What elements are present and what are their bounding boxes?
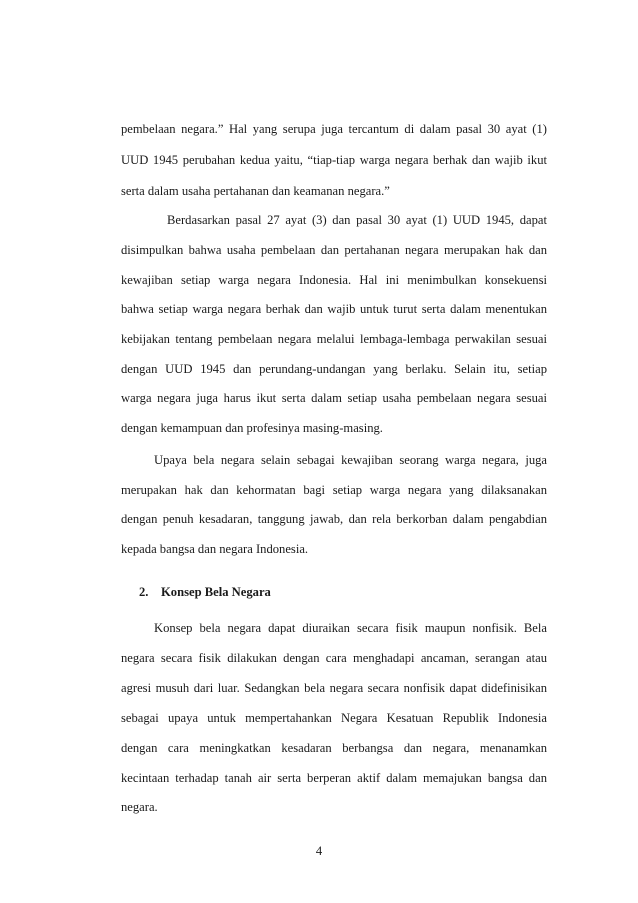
text-line: dengan kemampuan dan profesinya masing-masing. (121, 421, 383, 435)
text-line: agresi musuh dari luar. Sedangkan bela negara secara nonfisik dapat didefinisikan (121, 681, 547, 695)
text-line: negara. (121, 800, 158, 814)
text-line: kebijakan tentang pembelaan negara melalui lembaga-lembaga perwakilan sesuai (121, 332, 547, 346)
text-line: warga negara juga harus ikut serta dalam setiap usaha pembelaan negara sesuai (121, 391, 547, 405)
text-line: kecintaan terhadap tanah air serta berperan aktif dalam memajukan bangsa dan (121, 771, 547, 785)
text-line: dengan penuh kesadaran, tanggung jawab, dan rela berkorban dalam pengabdian (121, 512, 547, 526)
text-line: dengan cara meningkatkan kesadaran berbangsa dan negara, menanamkan (121, 741, 547, 755)
text-line: UUD 1945 perubahan kedua yaitu, “tiap-tiap warga negara berhak dan wajib ikut (121, 153, 547, 167)
text-line: disimpulkan bahwa usaha pembelaan dan pertahanan negara merupakan hak dan (121, 243, 547, 257)
text-line: kewajiban setiap warga negara Indonesia. Hal ini menimbulkan konsekuensi (121, 273, 547, 287)
text-line: Berdasarkan pasal 27 ayat (3) dan pasal 30 ayat (1) UUD 1945, dapat (167, 213, 547, 227)
text-line: pembelaan negara.” Hal yang serupa juga tercantum di dalam pasal 30 ayat (1) (121, 122, 547, 136)
text-line: serta dalam usaha pertahanan dan keamanan negara.” (121, 184, 390, 198)
text-line: sebagai upaya untuk mempertahankan Negara Kesatuan Republik Indonesia (121, 711, 547, 725)
section-title: Konsep Bela Negara (161, 585, 271, 599)
text-line: bahwa setiap warga negara berhak dan wajib untuk turut serta dalam menentukan (121, 302, 547, 316)
text-line: negara secara fisik dilakukan dengan cara menghadapi ancaman, serangan atau (121, 651, 547, 665)
section-heading (139, 584, 271, 600)
section-number: 2. (139, 585, 149, 599)
text-line: Konsep bela negara dapat diuraikan secara fisik maupun nonfisik. Bela (154, 621, 547, 635)
text-line: merupakan hak dan kehormatan bagi setiap warga negara yang dilaksanakan (121, 483, 547, 497)
text-line: kepada bangsa dan negara Indonesia. (121, 542, 309, 556)
text-line: Upaya bela negara selain sebagai kewajiban seorang warga negara, juga (154, 453, 547, 467)
page-number: 4 (315, 844, 323, 858)
text-line: dengan UUD 1945 dan perundang-undangan yang berlaku. Selain itu, setiap (121, 362, 547, 376)
